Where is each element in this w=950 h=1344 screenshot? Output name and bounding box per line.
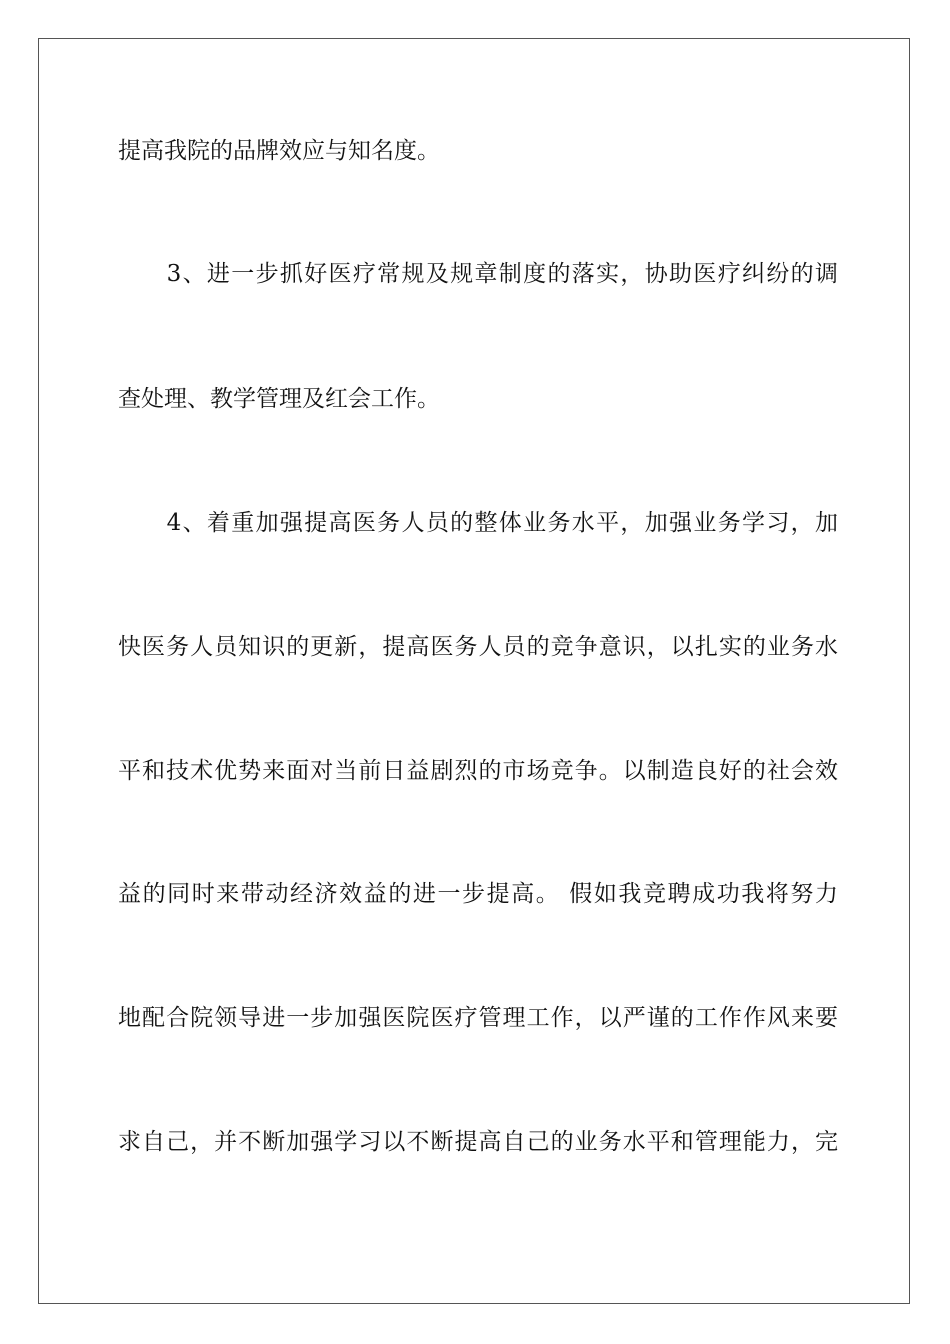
text-line-5: 快医务人员知识的更新，提高医务人员的竞争意识，以扎实的业务水: [118, 634, 838, 660]
page-border: [38, 38, 910, 1304]
text-line-2: 3、进一步抓好医疗常规及规章制度的落实，协助医疗纠纷的调: [118, 261, 838, 287]
text-line-9: 求自己，并不断加强学习以不断提高自己的业务水平和管理能力，完: [118, 1129, 838, 1155]
text-line-4: 4、着重加强提高医务人员的整体业务水平，加强业务学习，加: [118, 510, 838, 536]
text-line-3: 查处理、教学管理及红会工作。: [118, 386, 440, 412]
text-line-8: 地配合院领导进一步加强医院医疗管理工作，以严谨的工作作风来要: [118, 1005, 838, 1031]
text-line-1: 提高我院的品牌效应与知名度。: [118, 138, 440, 164]
text-line-7: 益的同时来带动经济效益的进一步提高。 假如我竞聘成功我将努力: [118, 881, 838, 907]
text-line-6: 平和技术优势来面对当前日益剧烈的市场竞争。以制造良好的社会效: [118, 758, 838, 784]
